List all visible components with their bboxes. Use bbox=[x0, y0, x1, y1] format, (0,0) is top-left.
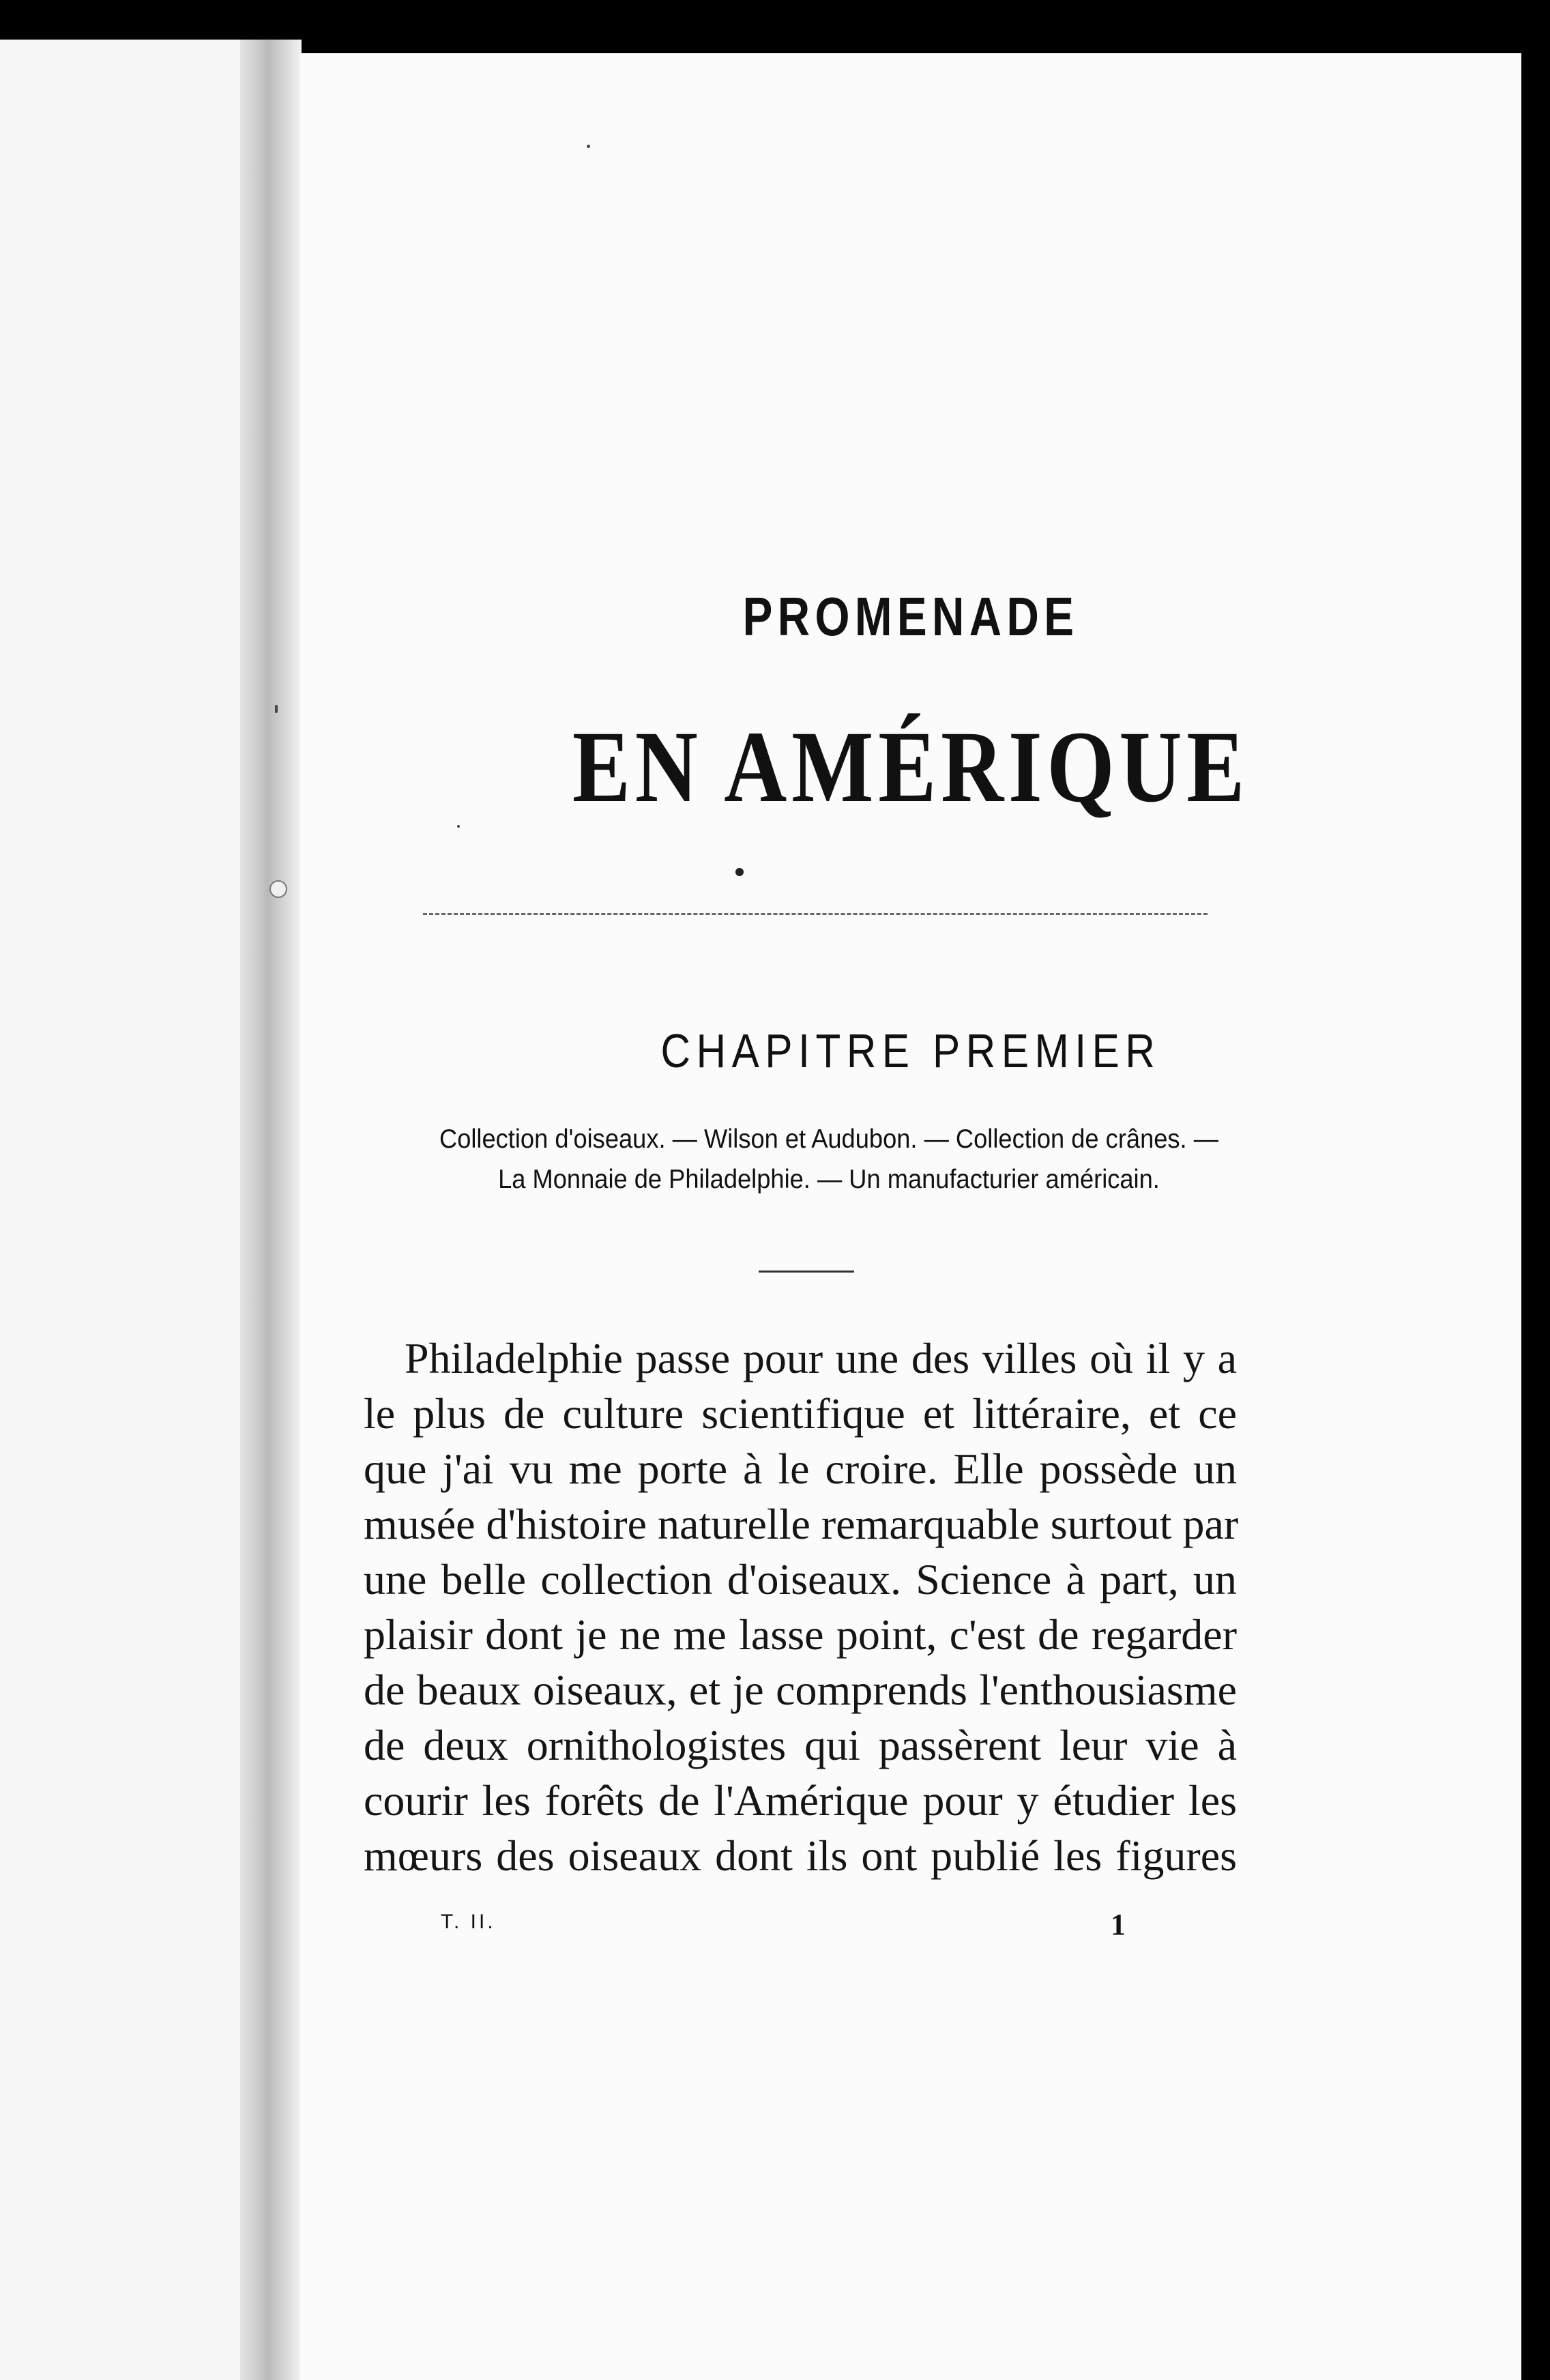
ornament-dot bbox=[735, 868, 744, 876]
body-line: Philadelphie passe pour une des villes où il y a bbox=[405, 1334, 1237, 1382]
body-line: musée d'histoire naturelle remarquable surtout par bbox=[364, 1500, 1239, 1548]
spine-shadow bbox=[240, 40, 302, 2380]
body-line: une belle collection d'oiseaux. Science à part, un bbox=[364, 1555, 1237, 1603]
scan-border-top bbox=[0, 0, 1550, 41]
scan-speck bbox=[587, 145, 590, 148]
body-line: courir les forêts de l'Amérique pour y étudier les bbox=[364, 1776, 1237, 1825]
body-paragraph bbox=[364, 1331, 1237, 1883]
signature-mark: 1 bbox=[1111, 1908, 1126, 1941]
section-rule bbox=[759, 1271, 854, 1273]
body-line: que j'ai vu me porte à le croire. Elle possède un bbox=[364, 1445, 1237, 1493]
body-line: mœurs des oiseaux dont ils ont publié les figures bbox=[364, 1831, 1237, 1880]
book-title-line-2: EN AMÉRIQUE bbox=[572, 710, 1250, 824]
body-line: de beaux oiseaux, et je comprends l'enthousiasme bbox=[364, 1666, 1237, 1714]
volume-marker: T. II. bbox=[441, 1911, 496, 1933]
book-page bbox=[300, 53, 1521, 2380]
punch-hole bbox=[269, 880, 287, 898]
chapter-summary-line-1: Collection d'oiseaux. — Wilson et Audubon. — Collection de crânes. — bbox=[439, 1124, 1218, 1154]
body-line: plaisir dont je ne me lasse point, c'est de regarder bbox=[364, 1610, 1237, 1659]
scan-border-right bbox=[1521, 0, 1550, 2380]
book-title-line-1: PROMENADE bbox=[742, 586, 1079, 647]
chapter-heading: CHAPITRE PREMIER bbox=[660, 1024, 1161, 1077]
scan-speck bbox=[275, 705, 278, 713]
body-line: de deux ornithologistes qui passèrent leur vie à bbox=[364, 1721, 1237, 1769]
body-line: le plus de culture scientifique et littéraire, et ce bbox=[364, 1389, 1237, 1438]
title-rule bbox=[423, 913, 1208, 915]
facing-page bbox=[0, 40, 254, 2380]
chapter-summary-line-2: La Monnaie de Philadelphie. — Un manufacturier américain. bbox=[498, 1165, 1160, 1194]
